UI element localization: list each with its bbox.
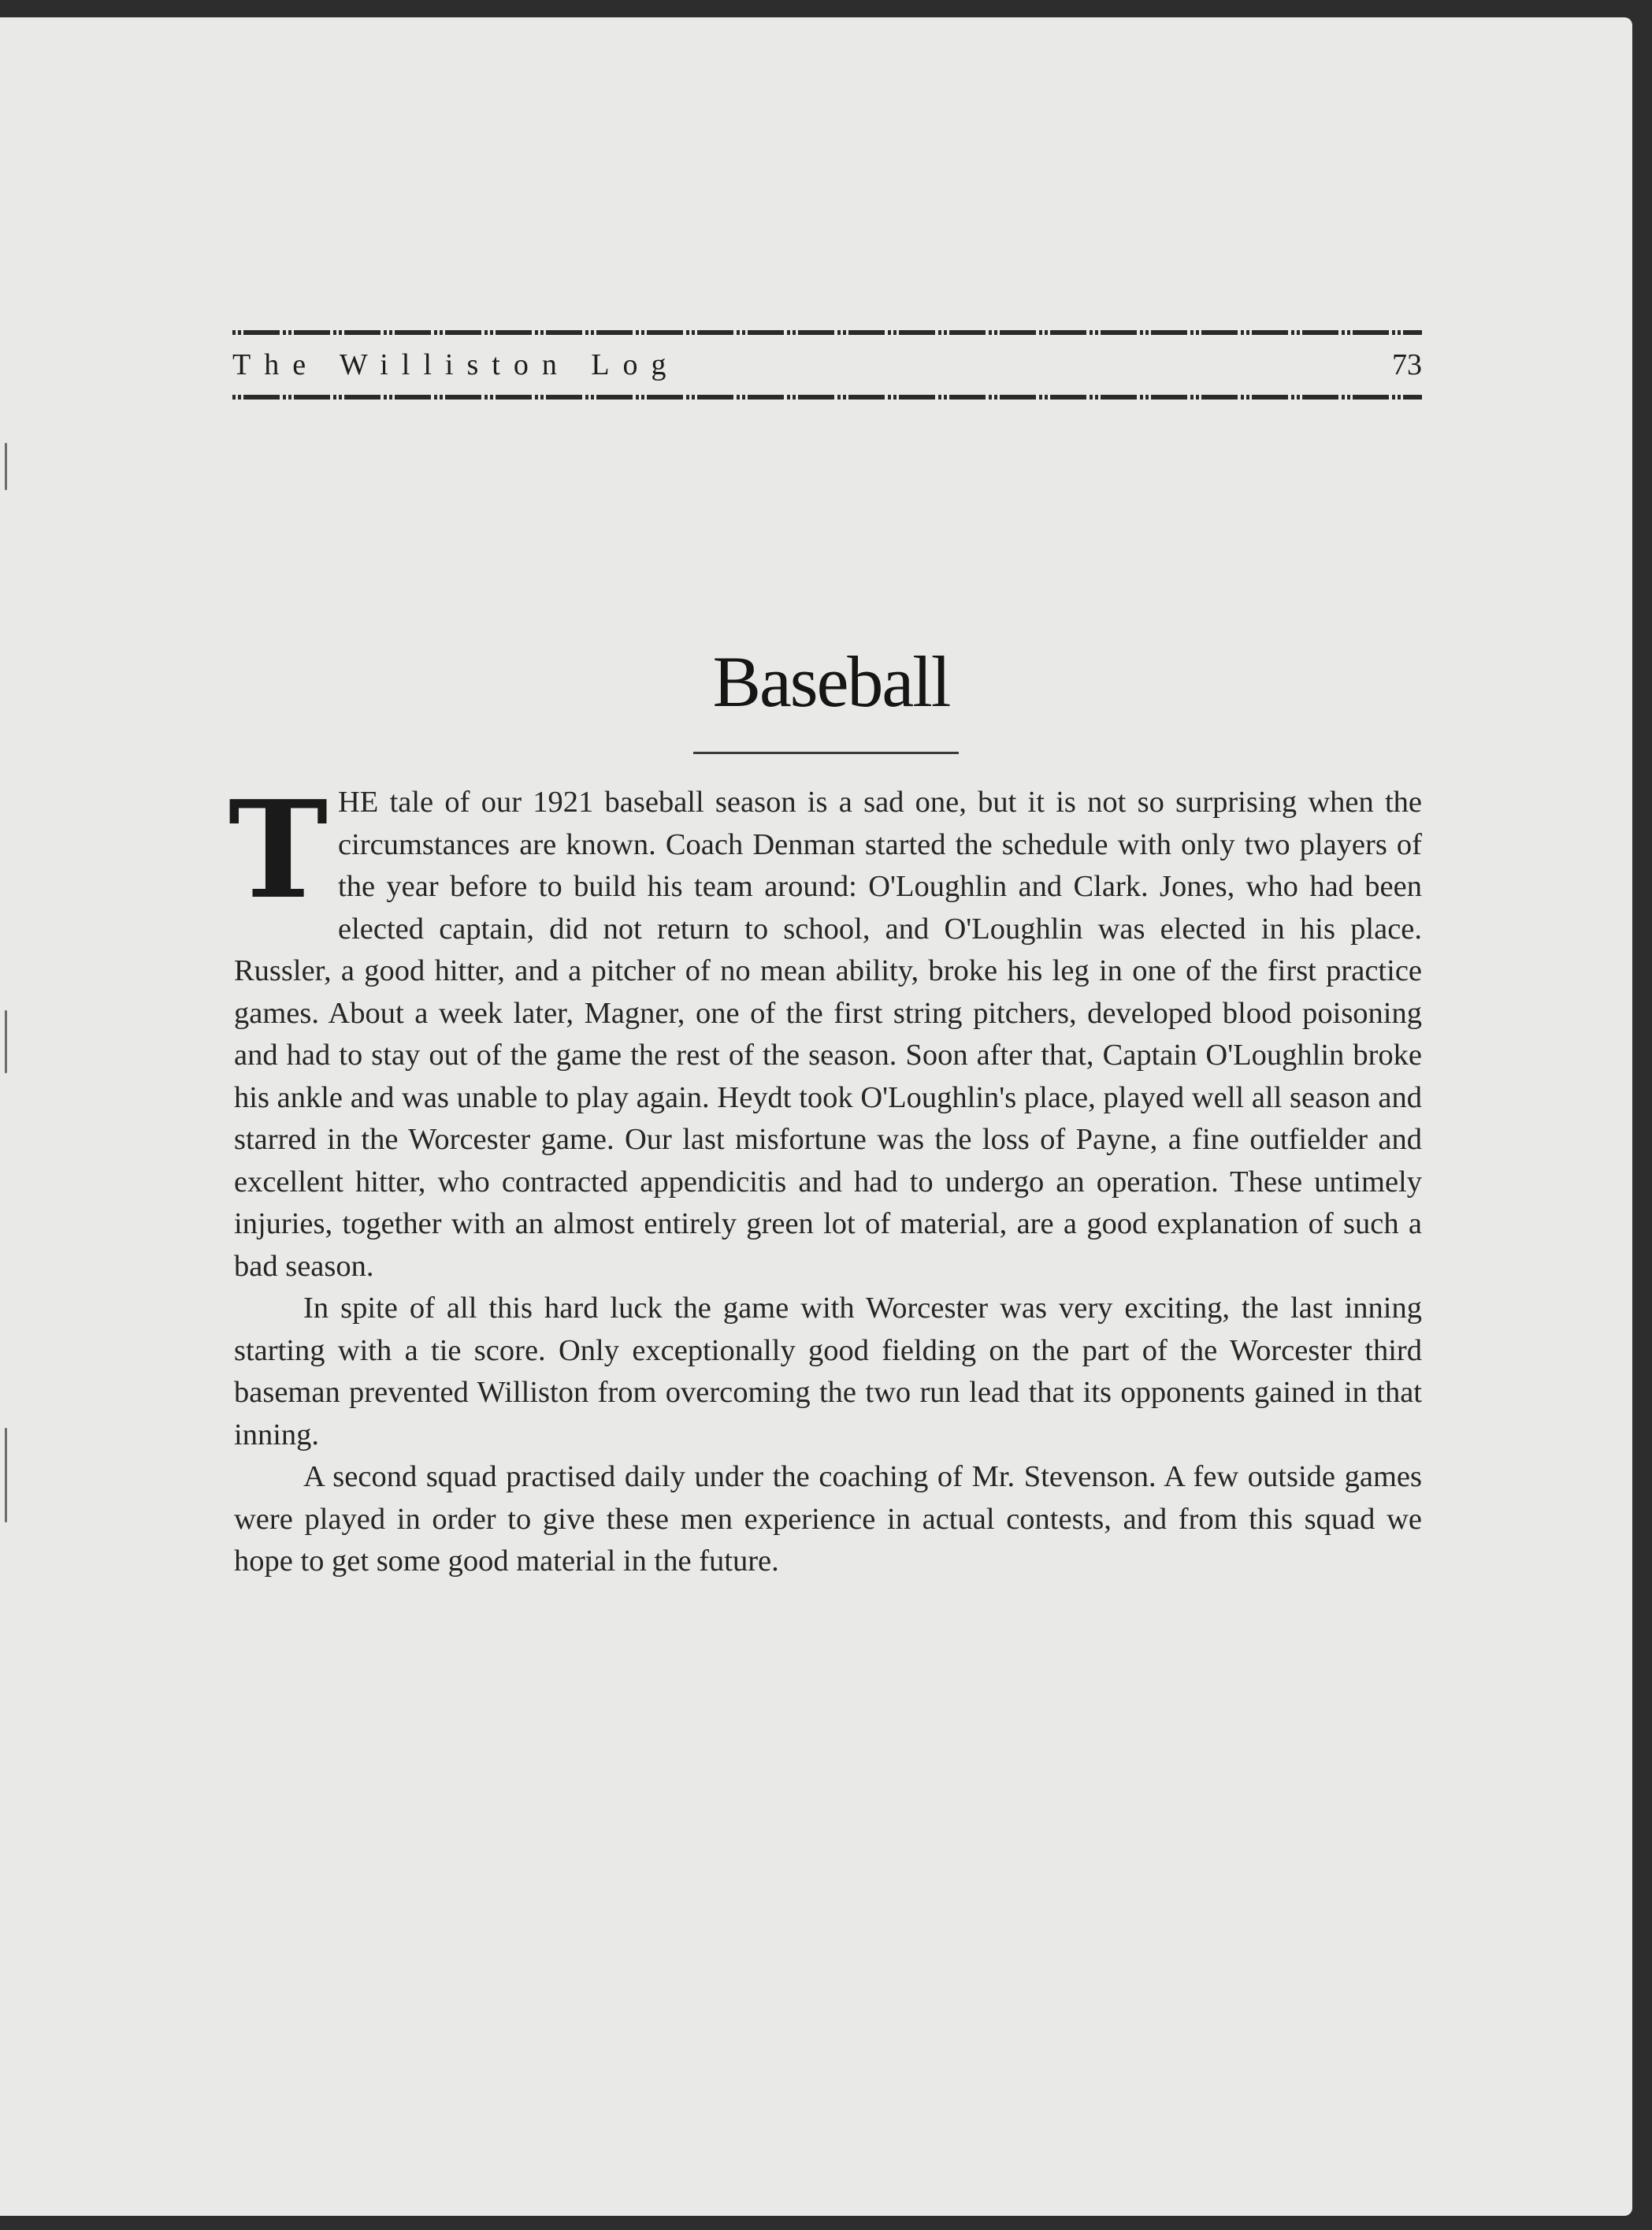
page-number: 73	[1392, 348, 1422, 381]
article-body	[234, 782, 1422, 1583]
book-page	[0, 17, 1632, 2216]
binding-mark	[5, 1428, 7, 1522]
title-underline	[693, 752, 959, 754]
running-head-line	[232, 348, 1422, 387]
binding-mark	[5, 1010, 7, 1073]
ornamental-rule-bottom	[232, 395, 1422, 400]
paragraph-3: A second squad practised daily under the coaching of Mr. Stevenson. A few outside games were played in order to give these men experience in actual contests, and from this squad we hope to get some good material in the future.	[234, 1460, 1422, 1578]
binding-mark	[5, 443, 7, 490]
paragraph-1: HE tale of our 1921 baseball season is a sad one, but it is not so surprising when the circumstances are known. Coach Denman started the schedule with only two players of the year before to build his team around: O'Loughlin and Clark. Jones, who had been elected captain, did not return to school, and O'Loughlin was elected in his place. Russler, a good hitter, and a pitcher of no mean ability, broke his leg in one of the first practice games. About a week later, Magner, one of the first string pitchers, developed blood poisoning and had to stay out of the game the rest of the season. Soon after that, Captain O'Loughlin broke his ankle and was unable to play again. Heydt took O'Loughlin's place, played well all season and starred in the Worcester game. Our last misfortune was the loss of Payne, a fine outfielder and excellent hitter, who contracted appendicitis and had to undergo an operation. These untimely injuries, together with an almost entirely green lot of material, are a good explanation of such a bad season.	[234, 786, 1422, 1283]
paragraph-2: In spite of all this hard luck the game with Worcester was very exciting, the last inning starting with a tie score. Only exceptionally good fielding on the part of the Worcester third baseman prevented Williston from overcoming the two run lead that its opponents gained in that inning.	[234, 1292, 1422, 1451]
article-title: Baseball	[712, 641, 950, 722]
drop-cap-letter: T	[228, 771, 329, 929]
publication-title: The Williston Log	[232, 348, 680, 381]
running-head	[232, 321, 1422, 400]
ornamental-rule-top	[232, 330, 1422, 335]
